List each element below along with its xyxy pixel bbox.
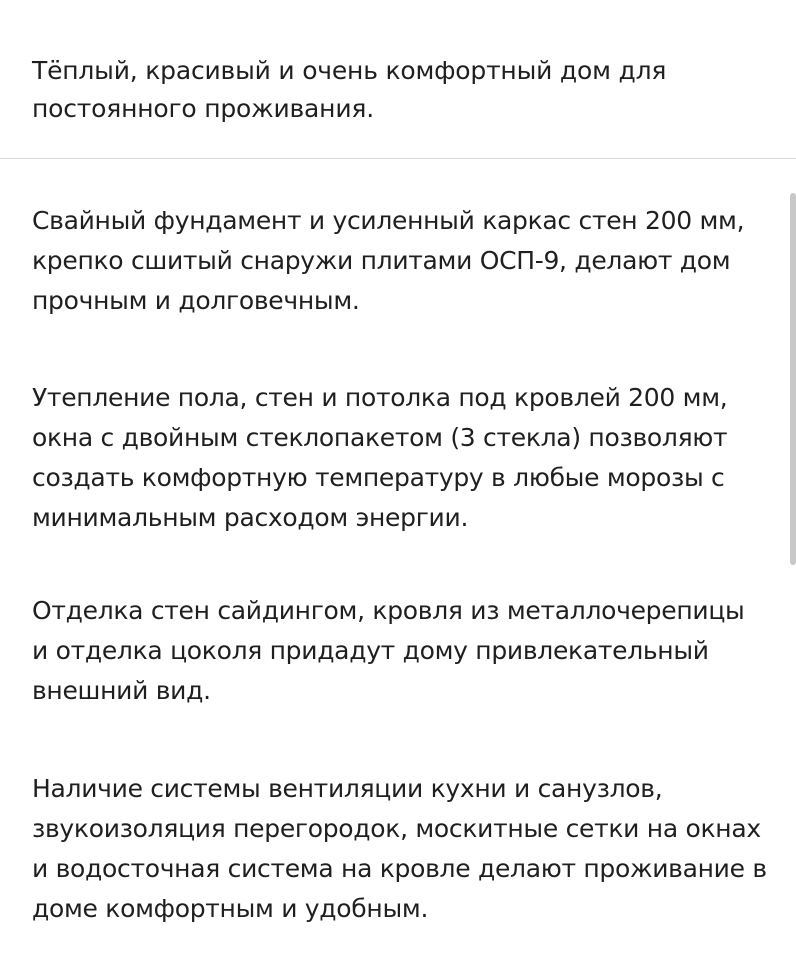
scrollbar-thumb[interactable] [790,193,796,565]
description-paragraph-foundation: Свайный фундамент и усиленный каркас стен 200 мм, крепко сшитый снаружи плитами ОСП-9, делают дом прочным и долговечным. [32,206,745,315]
description-section [0,159,796,960]
intro-text: Тёплый, красивый и очень комфортный дом для постоянного проживания. [32,56,667,123]
description-paragraph-finish: Отделка стен сайдингом, кровля из металлочерепицы и отделка цоколя придадут дому привлекательный внешний вид. [32,596,745,705]
description-paragraph-insulation: Утепление пола, стен и потолка под кровлей 200 мм, окна с двойным стеклопакетом (3 стекла) позволяют создать комфортную температуру в любые морозы с минимальным расходом энергии. [32,383,728,532]
description-paragraph-amenities: Наличие системы вентиляции кухни и санузлов, звукоизоляция перегородок, москитные сетки на окнах и водосточная система на кровле делают проживание в доме комфортным и удобным. [32,774,767,923]
scrollbar[interactable] [788,159,796,960]
intro-section [0,0,796,158]
